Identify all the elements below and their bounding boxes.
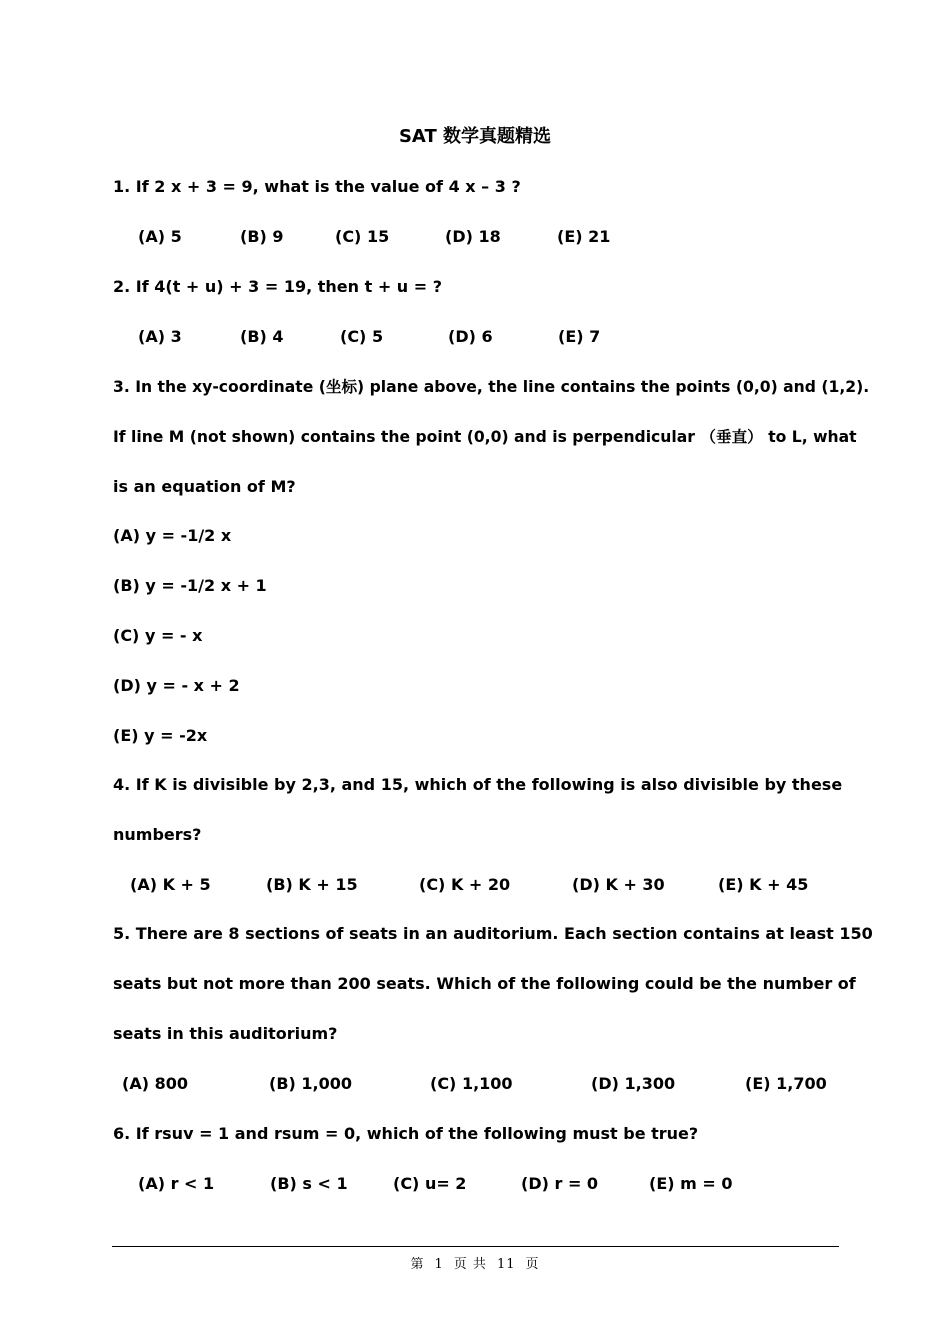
- question-1-text: 1. If 2 x + 3 = 9, what is the value of 4 x – 3 ?: [113, 177, 521, 196]
- question-3-text-line-2: If line M (not shown) contains the point (0,0) and is perpendicular （垂直） to L, what: [113, 428, 857, 446]
- question-6-option-a: (A) r < 1: [138, 1174, 215, 1193]
- footer-page-number: 1: [434, 1257, 444, 1272]
- question-4-text-line-2: numbers?: [113, 825, 202, 844]
- question-1-option-c: (C) 15: [335, 227, 390, 246]
- question-5-option-c: (C) 1,100: [430, 1074, 513, 1093]
- question-3-text-line-1: 3. In the xy-coordinate (坐标) plane above, the line contains the points (0,0) and (1,2).: [113, 378, 870, 396]
- question-5-option-b: (B) 1,000: [269, 1074, 352, 1093]
- question-2-text: 2. If 4(t + u) + 3 = 19, then t + u = ?: [113, 277, 443, 296]
- question-6-text: 6. If rsuv = 1 and rsum = 0, which of the following must be true?: [113, 1124, 699, 1143]
- question-5-text-line-3: seats in this auditorium?: [113, 1024, 338, 1043]
- question-1-option-b: (B) 9: [240, 227, 284, 246]
- question-4-option-a: (A) K + 5: [130, 875, 211, 894]
- question-1-option-a: (A) 5: [138, 227, 182, 246]
- question-5-option-e: (E) 1,700: [745, 1074, 827, 1093]
- question-2-option-e: (E) 7: [558, 327, 601, 346]
- page-footer: [0, 1253, 950, 1272]
- question-6-option-e: (E) m = 0: [649, 1174, 733, 1193]
- question-4-option-c: (C) K + 20: [419, 875, 511, 894]
- question-3-option-d: (D) y = - x + 2: [113, 676, 240, 695]
- question-2-option-a: (A) 3: [138, 327, 182, 346]
- question-1-option-e: (E) 21: [557, 227, 611, 246]
- question-6-option-d: (D) r = 0: [521, 1174, 599, 1193]
- question-6-option-b: (B) s < 1: [270, 1174, 348, 1193]
- question-5-option-a: (A) 800: [122, 1074, 188, 1093]
- footer-divider: [112, 1246, 839, 1247]
- footer-suffix: 页: [525, 1257, 540, 1272]
- question-4-option-d: (D) K + 30: [572, 875, 665, 894]
- question-2-option-c: (C) 5: [340, 327, 384, 346]
- question-4-option-b: (B) K + 15: [266, 875, 358, 894]
- footer-prefix: 第: [410, 1257, 425, 1272]
- footer-total-pages: 11: [496, 1257, 516, 1272]
- question-3-option-a: (A) y = -1/2 x: [113, 526, 232, 545]
- question-2-option-b: (B) 4: [240, 327, 284, 346]
- question-4-option-e: (E) K + 45: [718, 875, 809, 894]
- question-3-option-c: (C) y = - x: [113, 626, 203, 645]
- question-5-text-line-2: seats but not more than 200 seats. Which of the following could be the number of: [113, 974, 856, 993]
- question-3-text-line-3: is an equation of M?: [113, 477, 296, 496]
- question-5-option-d: (D) 1,300: [591, 1074, 676, 1093]
- question-2-option-d: (D) 6: [448, 327, 493, 346]
- question-6-option-c: (C) u= 2: [393, 1174, 467, 1193]
- question-4-text-line-1: 4. If K is divisible by 2,3, and 15, which of the following is also divisible by these: [113, 775, 843, 794]
- question-5-text-line-1: 5. There are 8 sections of seats in an auditorium. Each section contains at least 150: [113, 924, 873, 943]
- question-1-option-d: (D) 18: [445, 227, 501, 246]
- question-3-option-b: (B) y = -1/2 x + 1: [113, 576, 267, 595]
- question-3-option-e: (E) y = -2x: [113, 726, 208, 745]
- footer-middle: 页 共: [453, 1257, 487, 1272]
- page-title: SAT 数学真题精选: [398, 126, 552, 147]
